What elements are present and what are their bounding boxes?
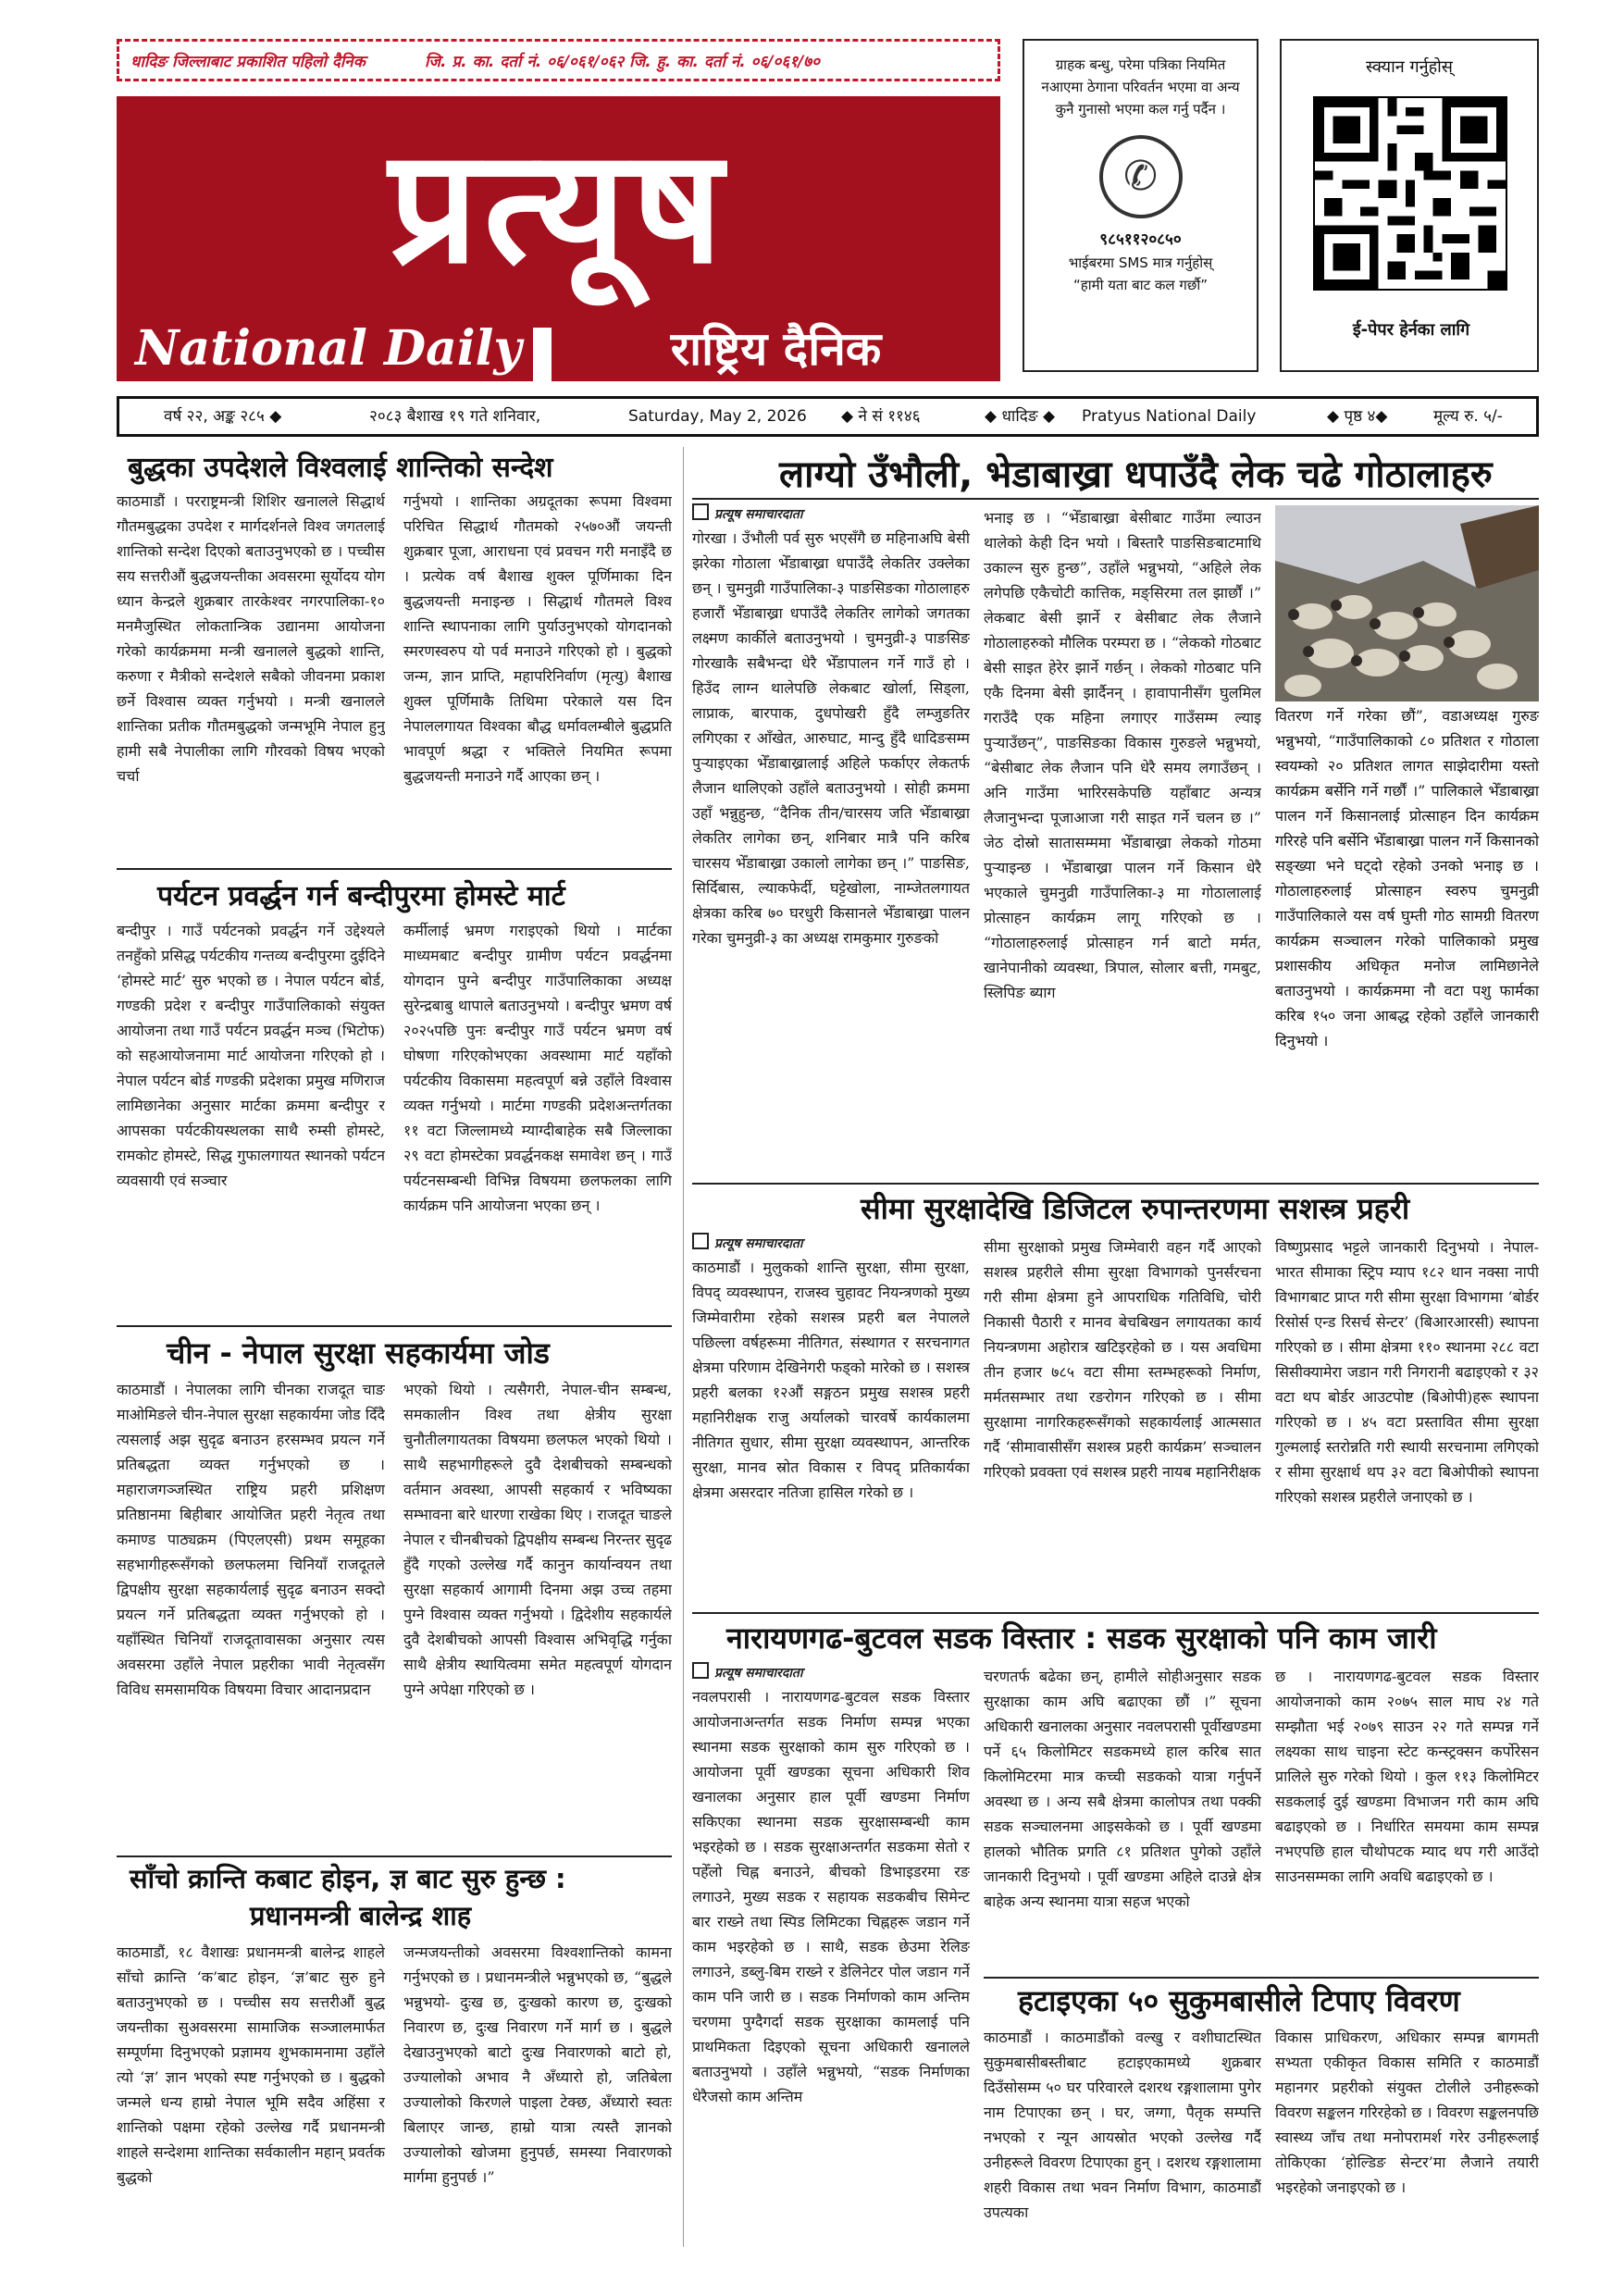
article-text: भएको थियो । त्यसैगरी, नेपाल-चीन सम्बन्ध, समकालीन विश्व तथा क्षेत्रीय सुरक्षा चुनौतीलगायतका विषयमा छलफल भएको थियो । साथै सहभागीहरूले दुवै देशबीचको सम्बन्धको वर्तमान अवस्था, आपसी सहकार्य र भविष्यका सम्भावना बारे धारणा राखेका थिए । राजदूत चाङले नेपाल र चीनबीचको द्विपक्षीय सम्बन्ध निरन्तर सुदृढ हुँदै गएको उल्लेख गर्दै कानुन कार्यान्वयन तथा सुरक्षा सहकार्य आगामी दिनमा अझ उच्च तहमा पुग्ने विश्वास व्यक्त गर्नुभयो । द्विदेशीय सहकार्यले दुवै देशबीचको आपसी विश्वास अभिवृद्धि गर्नुका साथै क्षेत्रीय स्थायित्वमा समेत महत्वपूर्ण योगदान पुग्ने अपेक्षा गरिएको छ ।	[403, 1381, 672, 1698]
date-nepali: २०८३ बैशाख १९ गते शनिवार,	[369, 407, 541, 426]
tagline-box	[117, 39, 1000, 81]
qr-title: स्क्यान गर्नुहोस्	[1366, 57, 1453, 77]
brand-subtitle-row	[117, 316, 1000, 381]
sms-note: भाईबरमा SMS मात्र गर्नुहोस्	[1068, 254, 1213, 271]
headline-bandipur[interactable]: पर्यटन प्रवर्द्धन गर्न बन्दीपुरमा होमस्टे मार्ट	[157, 880, 565, 912]
divider	[692, 498, 1539, 500]
china-col-2	[403, 1377, 672, 1849]
article-text: छ । नारायणगढ-बुटवल सडक विस्तार आयोजनाको काम २०७५ साल माघ २४ गते सम्झौता भई २०७९ साउन २२ गते सम्पन्न गर्ने लक्ष्यका साथ चाइना स्टेट कन्स्ट्रक्सन कर्पोरेसन प्रालिले सुरु गरेको थियो । कुल ११३ किलोमिटर सडकलाई दुई खण्डमा विभाजन गरी काम अघि बढाइएको छ । निर्धारित समयमा काम सम्पन्न नभएपछि हाल चौथोपटक म्याद थप गरी आउँदो साउनसम्मका लागि अवधि बढाइएको छ ।	[1275, 1668, 1539, 1885]
article-text: सीमा सुरक्षाको प्रमुख जिम्मेवारी वहन गर्दै आएको सशस्त्र प्रहरीले सीमा सुरक्षा विभागको पुनर्संरचना गरी सीमा क्षेत्रमा हुने आपराधिक गतिविधि, चोरी निकासी पैठारी र मानव बेचबिखन लगायतका कार्य नियन्त्रणमा अहोरात्र खटिइरहेको छ । यस अवधिमा तीन हजार ७८५ वटा सीमा स्तम्भहरूको निर्माण, मर्मतसम्भार तथा रङरोगन गरिएको छ । सीमा सुरक्षामा नागरिकहरूसँगको सहकार्यलाई आत्मसात गर्दै ‘सीमावासीसँग सशस्त्र प्रहरी कार्यक्रम’ सञ्चालन गरिएको प्रवक्ता एवं सशस्त्र प्रहरी नायब महानिरीक्षक	[984, 1238, 1261, 1481]
article-text: भनाइ छ । “भेँडाबाख्रा बेसीबाट गाउँमा ल्याउन थालेको केही दिन भयो । बिस्तारै पाङसिङबाटमाथि उकाल्न सुरु हुन्छ”, उहाँले भन्नुभयो, “अहिले लेक लगेपछि एकैचोटी कात्तिक, मङ्सिरमा तल झार्छौं ।” लेकबाट बेसी झार्ने र बेसीबाट लेक लैजाने गोठालाहरुको मौलिक परम्परा छ । “लेकको गोठबाट बेसी साइत हेरेर झार्ने गर्छन् । लेकको गोठबाट पनि एकै दिनमा बेसी झार्दैनन् । हावापानीसँग घुलमिल गराउँदै एक महिना लगाएर गाउँसम्म ल्याइ पुऱ्याउँछन्”, पाङसिङका विकास गुरुङले भन्नुभयो, “बेसीबाट लेक लैजान पनि धेरै समय लगाउँछन् । अनि गाउँमा भारिरसकेपछि यहाँबाट अन्यत्र लैजानुभन्दा पूजाआजा गरी साइत गर्ने चलन छ ।” जेठ दोस्रो सातासम्ममा भेँडाबाख्रा लेकको गोठमा पुऱ्याइन्छ । भेँडाबाख्रा पालन गर्ने किसान धेरै भएकाले चुमनुव्री गाउँपालिका-३ मा गोठालालाई प्रोत्साहन कार्यक्रम लागू गरिएको छ । “गोठालाहरुलाई प्रोत्साहन गर्न बाटो मर्मत, खानेपानीको व्यवस्था, त्रिपाल, सोलार बत्ती, गमबुट, स्लिपिङ ब्याग	[984, 509, 1261, 1001]
article-text: जन्मजयन्तीको अवसरमा विश्वशान्तिको कामना गर्नुभएको छ । प्रधानमन्त्रीले भन्नुभएको छ, “बुद्धले भन्नुभयो- दुःख छ, दुःखको कारण छ, दुःखको निवारण छ, दुःख निवारण गर्ने मार्ग छ । बुद्धले देखाउनुभएको बाटो दुःख निवारणको बाटो हो, उज्यालोको अभाव नै अँध्यारो हो, जतिबेला उज्यालोको किरणले पाइला टेक्छ, अँध्यारो स्वतः बिलाएर जान्छ, हाम्रो यात्रा त्यस्तै ज्ञानको उज्यालोको खोजमा हुनुपर्छ, समस्या निवारणको मार्गमा हुनुपर्छ ।”	[403, 1943, 672, 2186]
brand-english: National Daily	[117, 316, 533, 381]
price: मूल्य रु. ५/-	[1433, 407, 1503, 426]
headline-buddha[interactable]: बुद्धका उपदेशले विश्वलाई शान्तिको सन्देश	[128, 452, 553, 484]
subscriber-notice	[1023, 39, 1258, 372]
qr-code-icon[interactable]	[1313, 96, 1507, 291]
balen-col-2	[403, 1940, 672, 2245]
buddha-col-2	[403, 489, 672, 859]
date-english: Saturday, May 2, 2026	[628, 407, 807, 426]
brand-nepali: राष्ट्रिय दैनिक	[552, 316, 1000, 381]
article-text: बन्दीपुर । गाउँ पर्यटनको प्रवर्द्धन गर्ने उद्देश्यले तनहुँको प्रसिद्ध पर्यटकीय गन्तव्य बन्दीपुरमा दुईदिने ‘होमस्टे मार्ट’ सुरु भएको छ । नेपाल पर्यटन बोर्ड, गण्डकी प्रदेश र बन्दीपुर गाउँपालिकाको संयुक्त आयोजना तथा गाउँ पर्यटन प्रवर्द्धन मञ्च (भिटोफ) को सहआयोजनामा मार्ट आयोजना गरिएको हो । नेपाल पर्यटन बोर्ड गण्डकी प्रदेशका प्रमुख मणिराज लामिछानेका अनुसार मार्टका क्रममा बन्दीपुर र आपसका पर्यटकीयस्थलका साथै रुम्सी होमस्टे, रामकोट होमस्टे, सिद्ध गुफालगायत स्थानको पर्यटन व्यवसायी एवं सञ्चार	[117, 922, 385, 1189]
article-text: गोरखा । उँभौली पर्व सुरु भएसँगै छ महिनाअघि बेसी झरेका गोठाला भेँडाबाख्रा धपाउँदै लेकतिर उक्लेका छन् । चुमनुव्री गाउँपालिका-३ पाङसिङका गोठालाहरु हजारौं भेँडाबाख्रा धपाउँदै लेकतिर लागेको जगतका लक्ष्मण कार्कीले बताउनुभयो । चुमनुव्री-३ पाङसिङ गोरखाकै सबैभन्दा धेरै भेँडापालन गर्ने गाउँ हो । हिउँद लाग्न थालेपछि लेकबाट खोर्ला, सिड्ला, लाप्राक, बारपाक, दुधपोखरी हुँदै लम्जुङतिर लगिएका र आँखेत, आरुघाट, मान्दु हुँदै धादिङसम्म पुऱ्याइएका भेँडाबाख्रालाई अहिले फर्काएर लेकतर्फ लैजान थालिएको उहाँले बताउनुभयो । सोही क्रममा उहाँ भन्नुहुन्छ, “दैनिक तीन/चारसय जति भेँडाबाख्रा लेकतिर लागेका छन्, शनिबार मात्रै पनि करिब चारसय भेँडाबाख्रा उकालो लागेका छन् ।” पाङसिङ, सिर्दिबास, ल्याकफेर्दी, घट्टेखोला, नाम्जेतलगायत क्षेत्रका करिब ७० घरधुरी किसानले भेँडाबाख्रा पालन गरेका चुमनुव्री-३ का अध्यक्ष रामकुमार गुरुङको	[692, 529, 970, 947]
byline-border: प्रत्यूष समाचारदाता	[692, 1233, 802, 1252]
qr-caption: ई-पेपर हेर्नका लागि	[1352, 320, 1470, 340]
headline-border[interactable]: सीमा सुरक्षादेखि डिजिटल रुपान्तरणमा सशस्त्र प्रहरी	[861, 1191, 1410, 1226]
goth-caption: वितरण गर्ने गरेका छौं”, वडाअध्यक्ष गुरुङ भन्नुभयो, “गाउँपालिकाको ८० प्रतिशत र गोठाला स्वयम्को २० प्रतिशत लागत साझेदारीमा यस्तो कार्यक्रम बर्सेनि गर्ने गर्छौं ।” पालिकाले भेँडाबाख्रा पालन गर्ने किसानलाई प्रोत्साहन दिन कार्यक्रम गरिरहे पनि बर्सेनि भेँडाबाख्रा पालन गर्ने किसानको सङ्ख्या भने घट्दो रहेको उनको भनाइ छ । गोठालाहरुलाई प्रोत्साहन स्वरुप चुमनुव्री गाउँपालिकाले यस वर्ष घुम्ती गोठ सामग्री वितरण कार्यक्रम सञ्चालन गरेको पालिकाको प्रमुख प्रशासकीय अधिकृत मनोज लामिछानेले बताउनुभयो । कार्यक्रममा नौ वटा पशु फार्मका करिब १५० जना आबद्ध रहेको उहाँले जानकारी दिनुभयो ।	[1275, 707, 1539, 1049]
brand-title: प्रत्यूष	[389, 116, 728, 299]
headline-balen-line2[interactable]: प्रधानमन्त्री बालेन्द्र शाह	[250, 1900, 472, 1931]
notice-text: ग्राहक बन्धु, परेमा पत्रिका नियमित नआएमा ठेगाना परिवर्तन भएमा वा अन्य कुनै गुनासो भएमा कल गर्नु पर्दैन ।	[1041, 56, 1240, 118]
squatters-col-2	[1275, 2025, 1539, 2247]
article-text: विष्णुप्रसाद भट्टले जानकारी दिनुभयो । नेपाल-भारत सीमाका स्ट्रिप म्याप १८२ थान नक्सा नापी विभागबाट प्राप्त गरी सीमा सुरक्षा विभागमा ‘बोर्डर रिसोर्स एन्ड रिसर्च सेन्टर’ (बिआरआरसी) स्थापना गरिएको छ । सीमा क्षेत्रमा ११० स्थानमा २८८ वटा सिसीक्यामेरा जडान गरी निगरानी बढाइएको र ३२ वटा थप बोर्डर आउटपोष्ट (बिओपी)हरू स्थापना गरिएको छ । ४५ वटा प्रस्तावित सीमा सुरक्षा गुल्मलाई स्तरोन्नति गरी स्थायी सरचनामा लगिएको र सीमा सुरक्षार्थ थप ३२ वटा बिओपीको स्थापना गरिएको सशस्त्र प्रहरीले जनाएको छ ।	[1275, 1238, 1539, 1506]
phone-number[interactable]: ९८५११२०८५०	[1099, 230, 1182, 249]
brand-logo	[117, 96, 1000, 328]
squatters-col-1	[984, 2025, 1261, 2247]
article-text: विकास प्राधिकरण, अधिकार सम्पन्न बागमती सभ्यता एकीकृत विकास समिति र काठमाडौं महानगर प्रहरीको संयुक्त टोलीले उनीहरूको विवरण सङ्कलन गरिरहेको छ । विवरण सङ्कलनपछि स्वास्थ्य जाँच तथा मनोपरामर्श गरेर उनीहरूलाई तोकिएका ‘होल्डिङ सेन्टर’मा लैजाने तयारी भइरहेको जनाइएको छ ।	[1275, 2029, 1539, 2196]
nepal-sambat: ◆ ने सं ११४६	[841, 407, 921, 426]
road-col-2	[984, 1664, 1261, 1971]
article-text: नवलपरासी । नारायणगढ-बुटवल सडक विस्तार आयोजनाअन्तर्गत सडक निर्माण सम्पन्न भएका स्थानमा सडक सुरक्षाको काम सुरु गरिएको छ । आयोजना पूर्वी खण्डका सूचना अधिकारी शिव खनालका अनुसार हाल पूर्वी खण्डमा निर्माण सकिएका स्थानमा सडक सुरक्षासम्बन्धी काम भइरहेको छ । सडक सुरक्षाअन्तर्गत सडकमा सेतो र पहेँलो चिह्न बनाउने, बीचको डिभाइडरमा रङ लगाउने, मुख्य सडक र सहायक सडकबीच सिमेन्ट बार राख्ने तथा स्पिड लिमिटका चिह्नहरू जडान गर्ने काम भइरहेको छ । साथै, सडक छेउमा रेलिङ लगाउने, डब्लु-बिम राख्ने र डेलिनेटर पोल जडान गर्ने काम पनि जारी छ । सडक निर्माणको काम अन्तिम चरणमा पुग्दैगर्दा सडक सुरक्षाका कामलाई पनि प्राथमिकता दिइएको सूचना अधिकारी खनालले बताउनुभयो । उहाँले भन्नुभयो, “सडक निर्माणका धेरैजसो काम अन्तिम	[692, 1688, 970, 2105]
headline-goth[interactable]: लाग्यो उँभौली, भेडाबाख्रा धपाउँदै लेक चढे गोठालाहरु	[779, 453, 1493, 496]
border-col-3	[1275, 1235, 1539, 1607]
bandipur-col-2	[403, 918, 672, 1316]
buddha-col-1	[117, 489, 385, 859]
border-col-1	[692, 1255, 970, 1607]
paper-name: Pratyus National Daily	[1082, 407, 1257, 426]
byline-road: प्रत्यूष समाचारदाता	[692, 1662, 802, 1682]
divider	[117, 1855, 672, 1857]
road-col-3	[1275, 1664, 1539, 1971]
qr-panel	[1280, 39, 1539, 372]
china-col-1	[117, 1377, 385, 1849]
sheep-photo	[1275, 505, 1539, 701]
tagline-left: धादिङ जिल्लाबाट प्रकाशित पहिलो दैनिक	[130, 53, 366, 71]
road-col-1	[692, 1684, 970, 2249]
headline-road[interactable]: नारायणगढ-बुटवल सडक विस्तार : सडक सुरक्षाको पनि काम जारी	[726, 1620, 1437, 1656]
divider	[984, 1977, 1539, 1979]
goth-col-2	[984, 505, 1261, 1173]
divider	[117, 1325, 672, 1327]
article-text: काठमाडौं । मुलुकको शान्ति सुरक्षा, सीमा सुरक्षा, विपद् व्यवस्थापन, राजस्व चुहावट नियन्त्रणको मुख्य जिम्मेवारीमा रहेको सशस्त्र प्रहरी बल नेपालले पछिल्ला वर्षहरूमा नीतिगत, संस्थागत र सरचनागत क्षेत्रमा परिणाम देखिनेगरी फड्को मारेको छ । सशस्त्र प्रहरी बलका १२औं सङ्गठन प्रमुख सशस्त्र प्रहरी महानिरीक्षक राजु अर्यालको चारवर्षे कार्यकालमा नीतिगत सुधार, सीमा सुरक्षा व्यवस्थापन, आन्तरिक सुरक्षा, मानव स्रोत विकास र विपद् प्रतिकार्यका क्षेत्रमा असरदार नतिजा हासिल गरेको छ ।	[692, 1259, 970, 1501]
article-text: काठमाडौं । काठमाडौंको वल्खु र वशीघाटस्थित सुकुमबासीबस्तीबाट हटाइएकामध्ये शुक्रबार दिउँसोसम्म ५० घर परिवारले दशरथ रङ्गशालामा पुगेर नाम टिपाएका छन् । घर, जग्गा, पैतृक सम्पत्ति नभएको र न्यून आयस्रोत भएको उल्लेख गर्दै उनीहरूले विवरण टिपाएका हुन् । दशरथ रङ्गशालामा शहरी विकास तथा भवन निर्माण विभाग, काठमाडौं उपत्यका	[984, 2029, 1261, 2221]
headline-china[interactable]: चीन - नेपाल सुरक्षा सहकार्यमा जोड	[167, 1335, 550, 1371]
headline-balen-line1[interactable]: साँचो क्रान्ति कबाट होइन, ज्ञ बाट सुरु हुन्छ :	[130, 1863, 566, 1894]
article-text: गर्नुभयो । शान्तिका अग्रदूतका रूपमा विश्वमा परिचित सिद्धार्थ गौतमको २५७०औं जयन्ती शुक्रबार पूजा, आराधना एवं प्रवचन गरी मनाइँदै छ । प्रत्येक वर्ष बैशाख शुक्ल पूर्णिमाका दिन बुद्धजयन्ती मनाइन्छ । सिद्धार्थ गौतमले विश्व शान्ति स्थापनाका लागि पुर्याउनुभएको योगदानको स्मरणस्वरुप यो पर्व मनाउने गरिएको हो । बुद्धको जन्म, ज्ञान प्राप्ति, महापरिनिर्वाण (मृत्यु) बैशाख शुक्ल पूर्णिमाकै तिथिमा परेकाले यस दिन नेपाललगायत विश्वका बौद्ध धर्मावलम्बीले बुद्धप्रति भावपूर्ण श्रद्धा र भक्तिले नियमित रूपमा बुद्धजयन्ती मनाउने गर्दै आएका छन् ।	[403, 492, 672, 785]
article-text: काठमाडौं । परराष्ट्रमन्त्री शिशिर खनालले सिद्धार्थ गौतमबुद्धका उपदेश र मार्गदर्शनले विश्व जगतलाई शान्तिको सन्देश दिएको बताउनुभएको छ । पच्चीस सय सत्तरीऔं बुद्धजयन्तीका अवसरमा सूर्योदय योग ध्यान केन्द्रले शुक्रबार तारकेश्वर नगरपालिका-१० मनमैजुस्थित लोकतान्त्रिक उद्यानमा आयोजना गरेको कार्यक्रममा मन्त्री खनालले बुद्धको शान्ति, करुणा र मैत्रीको सन्देशले सबैको जीवनमा प्रकाश छर्ने विश्वास व्यक्त गर्नुभयो । मन्त्री खनालले शान्तिका प्रतीक गौतमबुद्धको जन्मभूमि नेपाल हुनु हामी सबै नेपालीका लागि गौरवको विषय भएको चर्चा	[117, 492, 385, 785]
border-col-2	[984, 1235, 1261, 1607]
divider	[692, 1183, 1539, 1185]
phone-icon: ✆	[1099, 135, 1183, 218]
bandipur-col-1	[117, 918, 385, 1316]
balen-col-1	[117, 1940, 385, 2245]
notice-quote: “हामी यता बाट कल गर्छौ”	[1072, 277, 1208, 293]
registration-number: जि. प्र. का. दर्ता नं. ०६/०६१/०६२ जि. हु. का. दर्ता नं. ०६/०६१/७०	[425, 53, 820, 71]
article-text: काठमाडौं । नेपालका लागि चीनका राजदूत चाङ माओमिङले चीन-नेपाल सुरक्षा सहकार्यमा जोड दिँदै त्यसलाई अझ सुदृढ बनाउन हरसम्भव प्रयत्न गर्ने प्रतिबद्धता व्यक्त गर्नुभएको छ । महाराजगञ्जस्थित राष्ट्रिय प्रहरी प्रशिक्षण प्रतिष्ठानमा बिहीबार आयोजित प्रहरी नेतृत्व तथा कमाण्ड पाठ्यक्रम (पिएलएसी) प्रथम समूहका सहभागीहरूसँगको छलफलमा चिनियाँ राजदूतले द्विपक्षीय सुरक्षा सहकार्यलाई सुदृढ बनाउन सक्दो प्रयत्न गर्ने प्रतिबद्धता व्यक्त गर्नुभएको हो । यहाँस्थित चिनियाँ राजदूतावासका अनुसार त्यस अवसरमा उहाँले नेपाल प्रहरीका भावी नेतृत्वसँग विविध समसामयिक विषयमा विचार आदानप्रदान	[117, 1381, 385, 1698]
volume-issue: वर्ष २२, अङ्क २८५ ◆	[164, 407, 282, 426]
goth-col-1	[692, 526, 970, 1173]
divider	[692, 1612, 1539, 1614]
article-text: चरणतर्फ बढेका छन्, हामीले सोहीअनुसार सडक सुरक्षाका काम अघि बढाएका छौं ।” सूचना अधिकारी खनालका अनुसार नवलपरासी पूर्वीखण्डमा पर्ने ६५ किलोमिटर सडकमध्ये हाल करिब सात किलोमिटरमा मात्र कच्ची सडकको यात्रा गर्नुपर्ने अवस्था छ । अन्य सबै क्षेत्रमा कालोपत्र तथा पक्की सडक सञ्चालनमा आइसकेको छ । पूर्वी खण्डमा हालको भौतिक प्रगति ८१ प्रतिशत पुगेको उहाँले जानकारी दिनुभयो । पूर्वी खण्डमा अहिले दाउन्ने क्षेत्र बाहेक अन्य स्थानमा यात्रा सहज भएको	[984, 1668, 1261, 1910]
article-text: कर्मीलाई भ्रमण गराइएको थियो । मार्टका माध्यमबाट बन्दीपुर ग्रामीण पर्यटन प्रवर्द्धनमा योगदान पुग्ने बन्दीपुर गाउँपालिकाका अध्यक्ष सुरेन्द्रबाबु थापाले बताउनुभयो । बन्दीपुर भ्रमण वर्ष २०२५पछि पुनः बन्दीपुर गाउँ पर्यटन भ्रमण वर्ष घोषणा गरिएकोभएका अवस्थामा मार्ट यहाँको पर्यटकीय विकासमा महत्वपूर्ण बन्ने उहाँले विश्वास व्यक्त गर्नुभयो । मार्टमा गण्डकी प्रदेशअन्तर्गतका ११ वटा जिल्लामध्ये म्याग्दीबाहेक सबै जिल्लाका २९ वटा होमस्टेका प्रवर्द्धनकक्ष समावेश छन् । गाउँ पर्यटनसम्बन्धी विभिन्न विषयमा छलफलका लागि कार्यक्रम पनि आयोजना भएका छन् ।	[403, 922, 672, 1214]
masthead	[117, 39, 1000, 381]
place: ◆ धादिङ ◆	[985, 407, 1056, 426]
byline-goth: प्रत्यूष समाचारदाता	[692, 503, 802, 523]
headline-squatters[interactable]: हटाइएका ५० सुकुमबासीले टिपाए विवरण	[1018, 1983, 1460, 2018]
date-bar	[117, 396, 1539, 437]
divider	[117, 868, 672, 870]
article-text: काठमाडौं, १८ वैशाखः प्रधानमन्त्री बालेन्द्र शाहले साँचो क्रान्ति ‘क’बाट होइन, ‘ज्ञ’बाट सुरु हुने बताउनुभएको छ । पच्चीस सय सत्तरीऔं बुद्ध जयन्तीका सुअवसरमा सामाजिक सञ्जालमार्फत सम्पूर्णमा दिनुभएको प्रज्ञामय शुभकामनामा उहाँले त्यो ‘ज्ञ’ ज्ञान भएको स्पष्ट गर्नुभएको छ । बुद्धको जन्मले धन्य हाम्रो नेपाल भूमि सदैव अहिंसा र शान्तिको पक्षमा रहेको उल्लेख गर्दै प्रधानमन्त्री शाहले सन्देशमा शान्तिका सर्वकालीन महान् प्रवर्तक बुद्धको	[117, 1943, 385, 2186]
page-number: ◆ पृष्ठ ४◆	[1327, 407, 1388, 426]
column-divider	[683, 447, 684, 2247]
